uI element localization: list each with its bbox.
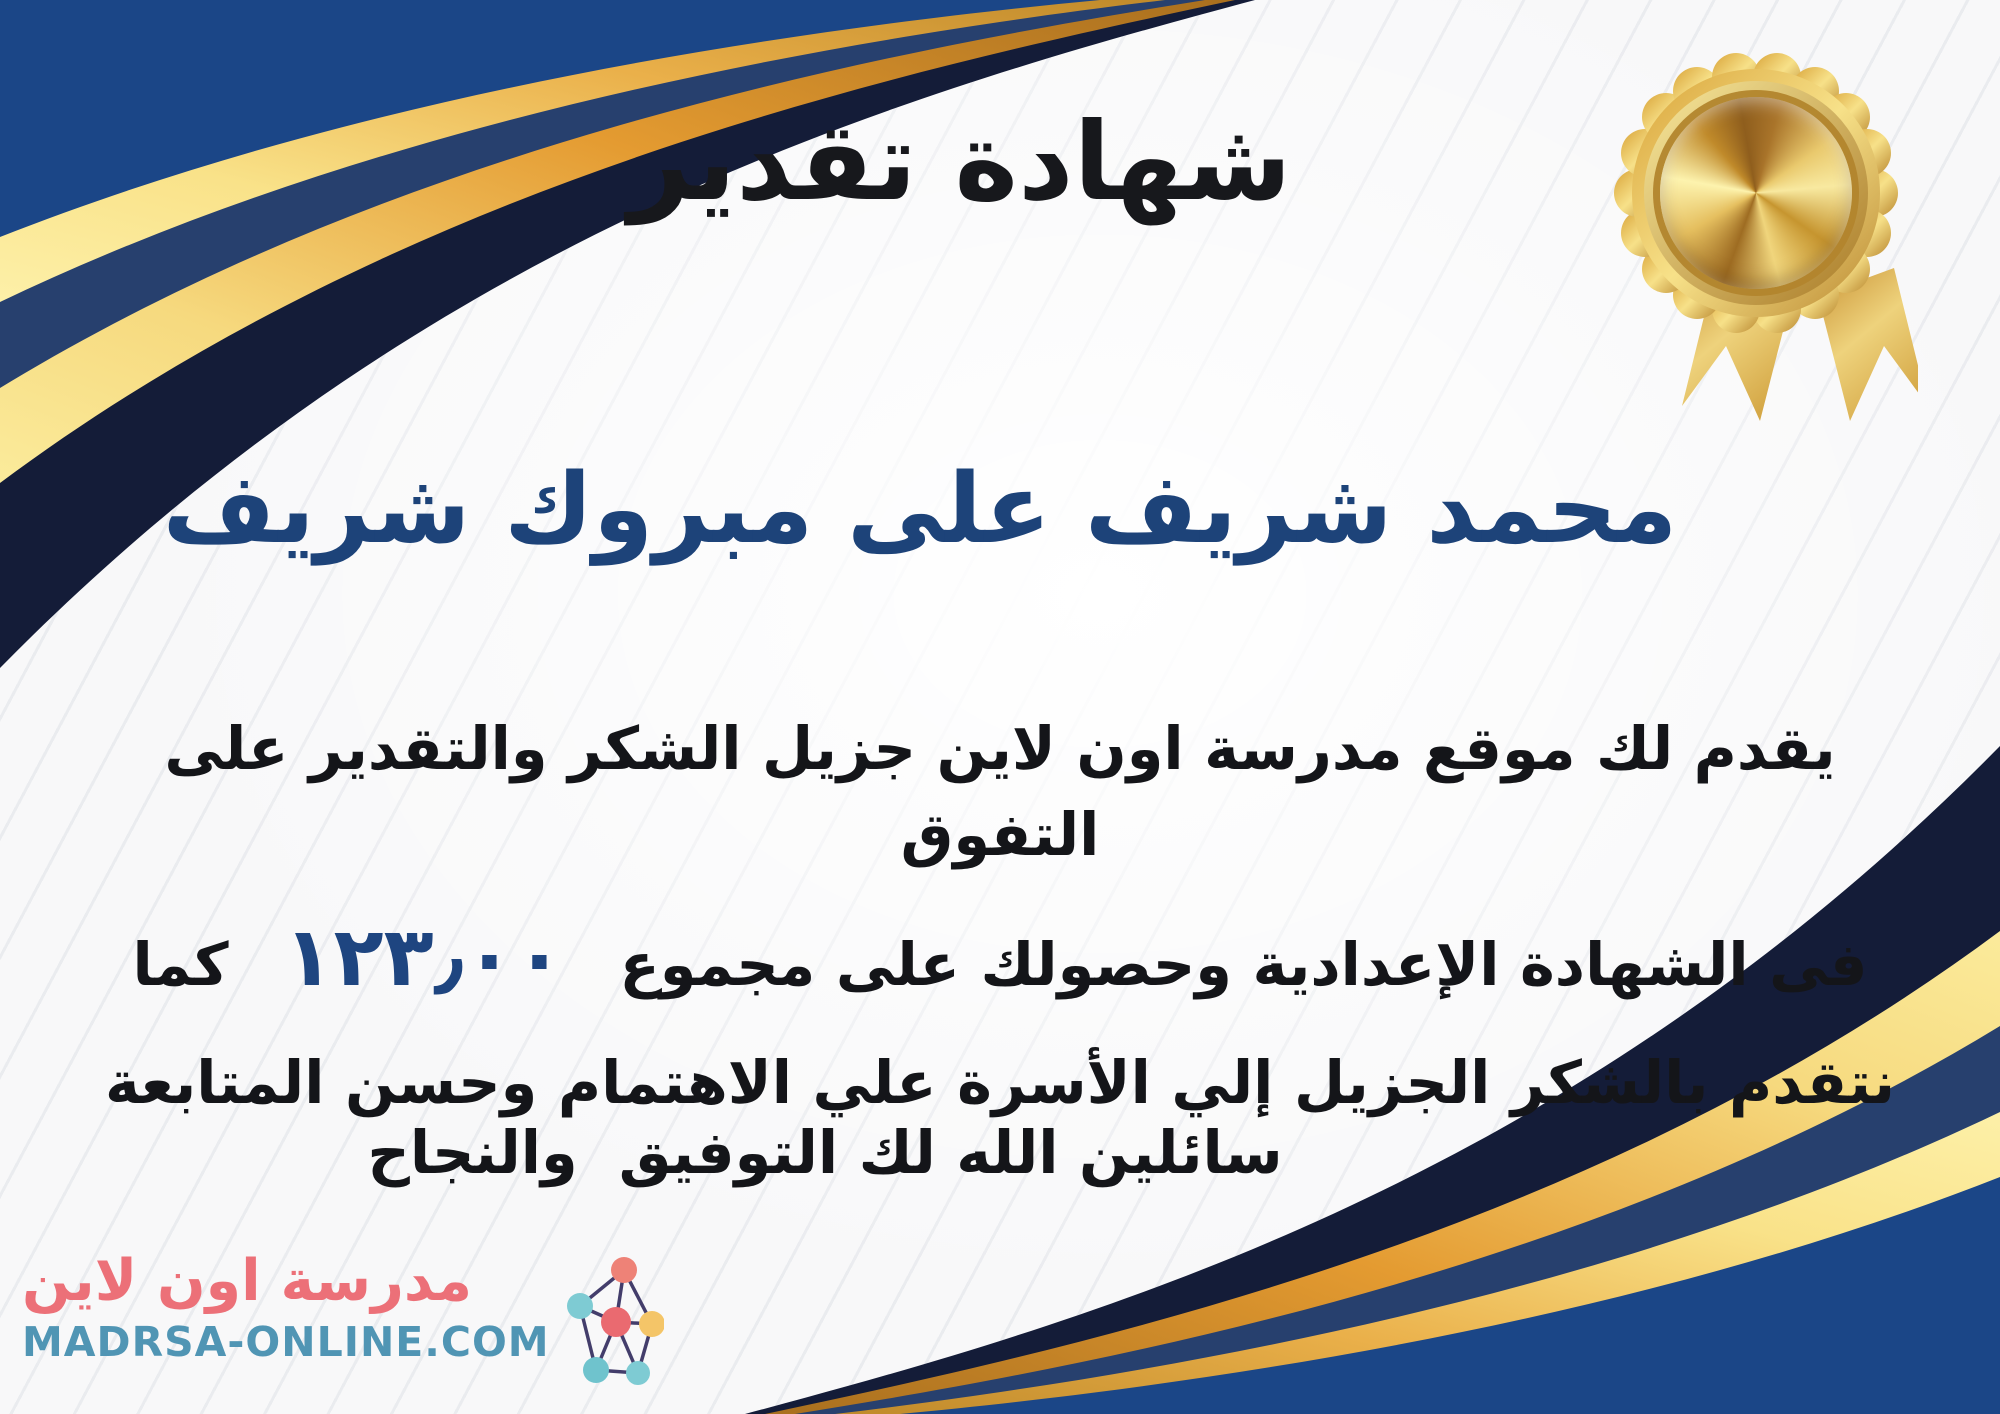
closing-line: سائلين الله لك التوفيق والنجاح bbox=[367, 1118, 1283, 1187]
body-line-2 bbox=[55, 899, 1945, 1018]
site-logo bbox=[22, 1248, 664, 1390]
medal-center-disc bbox=[1660, 97, 1852, 289]
site-name-arabic: مدرسة اون لاين bbox=[22, 1248, 473, 1314]
certificate-body bbox=[55, 706, 1945, 1148]
site-logo-text bbox=[22, 1248, 550, 1366]
gold-medal-icon bbox=[1598, 28, 1918, 440]
body-line-2-after: كما bbox=[132, 930, 229, 1000]
body-line-3: نتقدم بالشكر الجزيل إلي الأسرة علي الاهتمام وحسن المتابعة bbox=[105, 1047, 1895, 1117]
score-value: ١٢٣٫٠٠ bbox=[283, 910, 565, 1006]
certificate-title: شهادة تقدير bbox=[628, 100, 1292, 225]
site-url: MADRSA-ONLINE.COM bbox=[22, 1317, 550, 1366]
body-line-2-before: فى الشهادة الإعدادية وحصولك على مجموع bbox=[619, 930, 1868, 1000]
network-graph-logo-icon bbox=[566, 1252, 664, 1390]
student-name: محمد شريف على مبروك شريف bbox=[162, 452, 1678, 565]
body-line-1: يقدم لك موقع مدرسة اون لاين جزيل الشكر والتقدير على التفوق bbox=[164, 714, 1836, 869]
